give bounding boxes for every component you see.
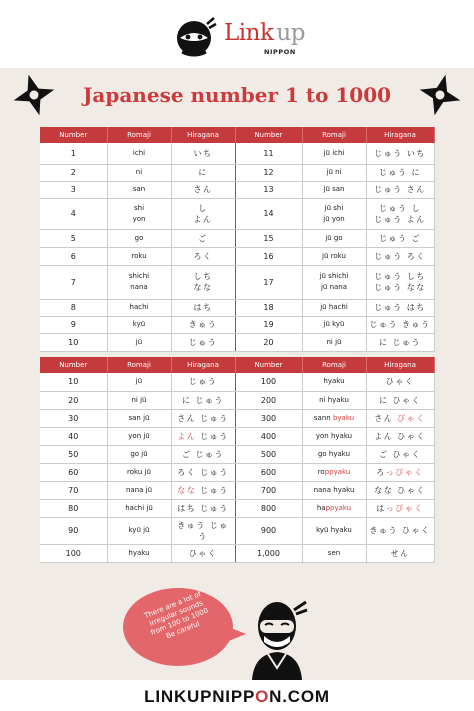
hiragana-cell: じゅう ご (366, 229, 434, 247)
hiragana-cell: いち (171, 143, 235, 164)
table-row (40, 143, 434, 164)
table-row (40, 316, 434, 333)
column-header: Romaji (107, 127, 171, 143)
hiragana-cell: しち なな (171, 265, 235, 299)
romaji-cell: hachi jū (107, 499, 171, 517)
romaji-cell: ni jū (107, 391, 171, 409)
table-row (40, 463, 434, 481)
page-title: Japanese number 1 to 1000 (82, 83, 392, 107)
romaji-cell: go hyaku (302, 445, 366, 463)
ninja-logo-icon (172, 14, 218, 60)
number-cell: 90 (40, 517, 107, 544)
hiragana-cell: はち (171, 299, 235, 316)
hiragana-cell: さん じゅう (171, 409, 235, 427)
romaji-cell: shi yon (107, 198, 171, 229)
table-row (40, 247, 434, 265)
hiragana-cell: さん (171, 181, 235, 198)
romaji-cell: ni jū (302, 333, 366, 351)
hiragana-cell: じゅう ろく (366, 247, 434, 265)
romaji-cell: jū (107, 373, 171, 391)
table-row (40, 299, 434, 316)
ninja-mascot-icon (246, 596, 308, 680)
number-cell: 13 (235, 181, 302, 198)
romaji-cell: hyaku (302, 373, 366, 391)
number-cell: 100 (235, 373, 302, 391)
hiragana-cell: なな じゅう (171, 481, 235, 499)
hiragana-cell: じゅう し じゅう よん (366, 198, 434, 229)
hiragana-cell: ろっぴゃく (366, 463, 434, 481)
table-row (40, 391, 434, 409)
number-cell: 6 (40, 247, 107, 265)
number-cell: 40 (40, 427, 107, 445)
speech-bubble-tail (226, 626, 246, 642)
footer (0, 680, 474, 711)
hiragana-cell: に ひゃく (366, 391, 434, 409)
number-cell: 20 (235, 333, 302, 351)
romaji-cell: happyaku (302, 499, 366, 517)
number-cell: 1,000 (235, 544, 302, 562)
hiragana-cell: に じゅう (366, 333, 434, 351)
number-cell: 12 (235, 164, 302, 181)
romaji-cell: sen (302, 544, 366, 562)
romaji-cell: roku (107, 247, 171, 265)
number-cell: 500 (235, 445, 302, 463)
hiragana-cell: よん ひゃく (366, 427, 434, 445)
romaji-cell: hachi (107, 299, 171, 316)
hiragana-cell: きゅう (171, 316, 235, 333)
number-cell: 10 (40, 333, 107, 351)
number-cell: 600 (235, 463, 302, 481)
table-row (40, 517, 434, 544)
table-row (40, 427, 434, 445)
hiragana-cell: じゅう に (366, 164, 434, 181)
number-cell: 700 (235, 481, 302, 499)
table-row (40, 229, 434, 247)
romaji-cell: yon hyaku (302, 427, 366, 445)
number-cell: 16 (235, 247, 302, 265)
hiragana-cell: さん びゃく (366, 409, 434, 427)
romaji-cell: jū kyū (302, 316, 366, 333)
column-header: Hiragana (366, 127, 434, 143)
hiragana-cell: じゅう さん (366, 181, 434, 198)
number-cell: 19 (235, 316, 302, 333)
number-cell: 3 (40, 181, 107, 198)
table-row (40, 265, 434, 299)
romaji-cell: roku jū (107, 463, 171, 481)
table-row (40, 198, 434, 229)
romaji-cell: go jū (107, 445, 171, 463)
number-cell: 2 (40, 164, 107, 181)
hiragana-cell: はっぴゃく (366, 499, 434, 517)
table-row (40, 164, 434, 181)
shuriken-icon (418, 73, 462, 117)
hiragana-cell: じゅう しち じゅう なな (366, 265, 434, 299)
shuriken-icon (12, 73, 56, 117)
hiragana-cell: じゅう はち (366, 299, 434, 316)
number-cell: 60 (40, 463, 107, 481)
number-cell: 70 (40, 481, 107, 499)
table-header-row (40, 127, 434, 143)
column-header: Romaji (107, 357, 171, 373)
website-link[interactable]: LINKUPNIPPON.COM (144, 687, 330, 706)
number-cell: 18 (235, 299, 302, 316)
romaji-cell: jū ichi (302, 143, 366, 164)
romaji-cell: san jū (107, 409, 171, 427)
hiragana-cell: じゅう きゅう (366, 316, 434, 333)
header (0, 0, 474, 68)
table-header-row (40, 357, 434, 373)
hiragana-cell: ご (171, 229, 235, 247)
number-cell: 9 (40, 316, 107, 333)
number-cell: 5 (40, 229, 107, 247)
column-header: Romaji (302, 357, 366, 373)
table-row (40, 333, 434, 351)
hiragana-cell: ろく じゅう (171, 463, 235, 481)
hiragana-cell: じゅう (171, 333, 235, 351)
number-cell: 10 (40, 373, 107, 391)
romaji-cell: ni (107, 164, 171, 181)
romaji-cell: nana hyaku (302, 481, 366, 499)
romaji-cell: jū roku (302, 247, 366, 265)
column-header: Romaji (302, 127, 366, 143)
number-cell: 400 (235, 427, 302, 445)
romaji-cell: shichi nana (107, 265, 171, 299)
column-header: Number (235, 127, 302, 143)
romaji-cell: go (107, 229, 171, 247)
hiragana-cell: きゅう じゅう (171, 517, 235, 544)
column-header: Number (235, 357, 302, 373)
romaji-cell: hyaku (107, 544, 171, 562)
hiragana-cell: じゅう (171, 373, 235, 391)
column-header: Number (40, 357, 107, 373)
table-row (40, 544, 434, 562)
table-row (40, 409, 434, 427)
brand-wordmark: Link up (224, 20, 305, 46)
number-cell: 100 (40, 544, 107, 562)
hiragana-cell: ご じゅう (171, 445, 235, 463)
speech-bubble-text: There are a lot of irregular sounds from 100 to 1000 Be careful (143, 590, 210, 641)
hiragana-cell: ろく (171, 247, 235, 265)
hiragana-cell: はち じゅう (171, 499, 235, 517)
number-cell: 11 (235, 143, 302, 164)
number-cell: 900 (235, 517, 302, 544)
number-cell: 17 (235, 265, 302, 299)
romaji-cell: jū ni (302, 164, 366, 181)
romaji-cell: sann byaku (302, 409, 366, 427)
romaji-cell: jū shi jū yon (302, 198, 366, 229)
romaji-cell: yon jū (107, 427, 171, 445)
number-cell: 300 (235, 409, 302, 427)
romaji-cell: kyū (107, 316, 171, 333)
romaji-cell: san (107, 181, 171, 198)
numbers-table-10-to-1000 (40, 357, 435, 563)
romaji-cell: ni hyaku (302, 391, 366, 409)
table-row (40, 181, 434, 198)
hiragana-cell: じゅう いち (366, 143, 434, 164)
hiragana-cell: ひゃく (366, 373, 434, 391)
brand-logo[interactable] (172, 10, 312, 64)
number-cell: 30 (40, 409, 107, 427)
hiragana-cell: よん じゅう (171, 427, 235, 445)
hiragana-cell: に (171, 164, 235, 181)
column-header: Hiragana (171, 127, 235, 143)
hiragana-cell: なな ひゃく (366, 481, 434, 499)
table-row (40, 373, 434, 391)
column-header: Hiragana (366, 357, 434, 373)
romaji-cell: jū go (302, 229, 366, 247)
romaji-cell: jū (107, 333, 171, 351)
number-cell: 8 (40, 299, 107, 316)
romaji-cell: roppyaku (302, 463, 366, 481)
romaji-cell: nana jū (107, 481, 171, 499)
number-cell: 14 (235, 198, 302, 229)
romaji-cell: jū san (302, 181, 366, 198)
number-cell: 7 (40, 265, 107, 299)
hiragana-cell: ご ひゃく (366, 445, 434, 463)
numbers-table-1-to-20 (40, 127, 435, 352)
hiragana-cell: せん (366, 544, 434, 562)
hiragana-cell: し よん (171, 198, 235, 229)
number-cell: 200 (235, 391, 302, 409)
hiragana-cell: きゅう ひゃく (366, 517, 434, 544)
number-cell: 1 (40, 143, 107, 164)
number-cell: 50 (40, 445, 107, 463)
column-header: Hiragana (171, 357, 235, 373)
hiragana-cell: ひゃく (171, 544, 235, 562)
romaji-cell: jū shichi jū nana (302, 265, 366, 299)
number-cell: 4 (40, 198, 107, 229)
number-cell: 20 (40, 391, 107, 409)
number-cell: 15 (235, 229, 302, 247)
table-row (40, 445, 434, 463)
romaji-cell: ichi (107, 143, 171, 164)
table-row (40, 481, 434, 499)
romaji-cell: jū hachi (302, 299, 366, 316)
brand-subtitle: NIPPON (264, 48, 296, 56)
romaji-cell: kyū jū (107, 517, 171, 544)
hiragana-cell: に じゅう (171, 391, 235, 409)
number-cell: 800 (235, 499, 302, 517)
romaji-cell: kyū hyaku (302, 517, 366, 544)
table-row (40, 499, 434, 517)
number-cell: 80 (40, 499, 107, 517)
column-header: Number (40, 127, 107, 143)
